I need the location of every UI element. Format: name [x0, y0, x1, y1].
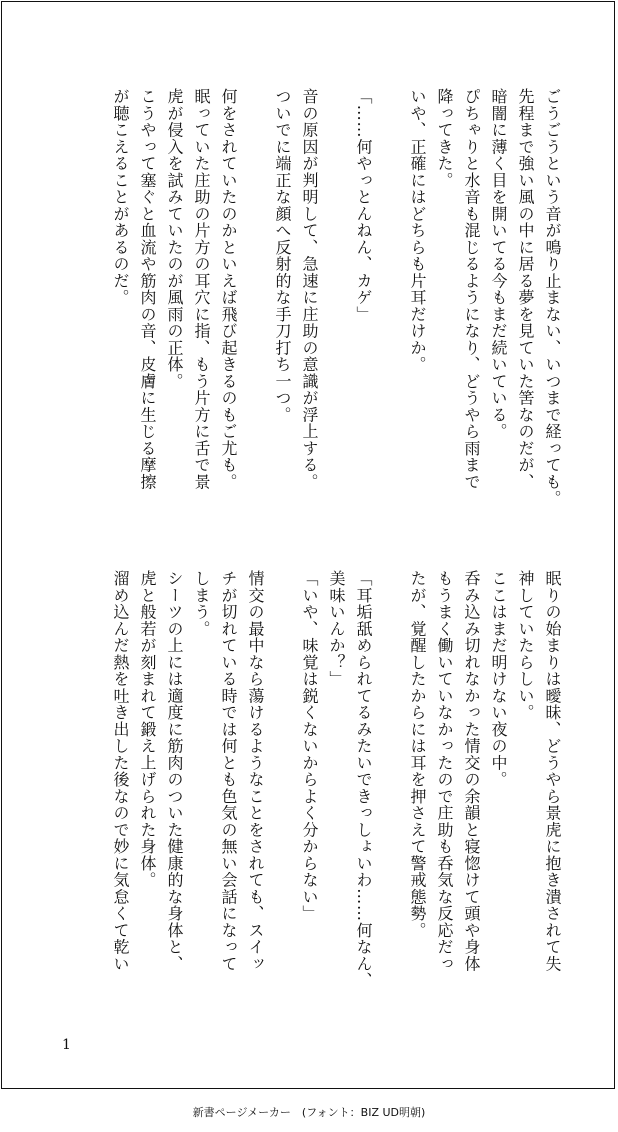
text-line: ここはまだ明けない夜の中。: [489, 570, 508, 788]
text-line: 先程まで強い風の中に居る夢を見ていた筈なのだが、: [516, 88, 535, 490]
text-line: 眠っていた庄助の片方の耳穴に指、もう片方に舌で景: [192, 88, 211, 490]
text-line: 神していたらしい。: [516, 570, 535, 721]
text-line: ぴちゃりと水音も混じるようになり、どうやら雨まで: [462, 88, 481, 490]
text-line: 「耳垢舐められてるみたいできっしょいわ……何なん、: [354, 570, 373, 989]
text-line: 「いや、味覚は鋭くないからよく分からない」: [300, 570, 319, 922]
text-line: 音の原因が判明して、急速に庄助の意識が浮上する。: [300, 88, 319, 490]
text-line: 情交の最中なら蕩けるようなことをされても、スイッ: [246, 570, 265, 972]
text-line: 眠りの始まりは曖昧、どうやら景虎に抱き潰されて失: [543, 570, 562, 972]
novel-page: [1, 1, 615, 1089]
text-line: 呑み込み切れなかった情交の余韻と寝惚けて頭や身体: [462, 570, 481, 972]
text-line: しまう。: [192, 570, 211, 637]
text-block-bottom: [107, 570, 566, 1010]
text-block-top: [107, 88, 566, 528]
blank-line: [242, 88, 269, 528]
text-line: 暗闇に薄く目を開いてる今もまだ続いている。: [489, 88, 508, 440]
text-line: シーツの上には適度に筋肉のついた健康的な身体と、: [165, 570, 184, 972]
text-line: こうやって塞ぐと血流や筋肉の音、皮膚に生じる摩擦: [138, 88, 157, 490]
text-line: チが切れている時では何とも色気の無い会話になって: [219, 570, 238, 972]
text-line: 虎と般若が刻まれて鍛え上げられた身体。: [138, 570, 157, 889]
text-line: 美味いんか？」: [327, 570, 346, 688]
blank-line: [377, 570, 404, 1010]
blank-line: [377, 88, 404, 528]
text-line: たが、覚醒したからには耳を押さえて警戒態勢。: [408, 570, 427, 939]
text-line: もうまく働いていなかったので庄助も呑気な反応だっ: [435, 570, 454, 972]
text-line: 虎が侵入を試みていたのが風雨の正体。: [165, 88, 184, 390]
text-line: 何をされていたのかといえば飛び起きるのもご尤も。: [219, 88, 238, 490]
blank-line: [269, 570, 296, 1010]
text-line: 溜め込んだ熱を吐き出した後なので妙に気怠くて乾い: [111, 570, 130, 972]
footer-credit: 新書ページメーカー (フォント：BIZ UD明朝): [192, 1106, 426, 1119]
text-line: ごうごうという音が鳴り止まない、いつまで経っても。: [543, 88, 562, 507]
page-number: 1: [62, 1037, 71, 1053]
text-line: が聴こえることがあるのだ。: [111, 88, 130, 306]
text-line: 「……何やっとんねん、カゲ」: [354, 88, 373, 323]
text-line: いや、正確にはどちらも片耳だけか。: [408, 88, 427, 373]
blank-line: [323, 88, 350, 528]
text-line: ついでに端正な顔へ反射的な手刀打ち一つ。: [273, 88, 292, 423]
text-line: 降ってきた。: [435, 88, 454, 189]
